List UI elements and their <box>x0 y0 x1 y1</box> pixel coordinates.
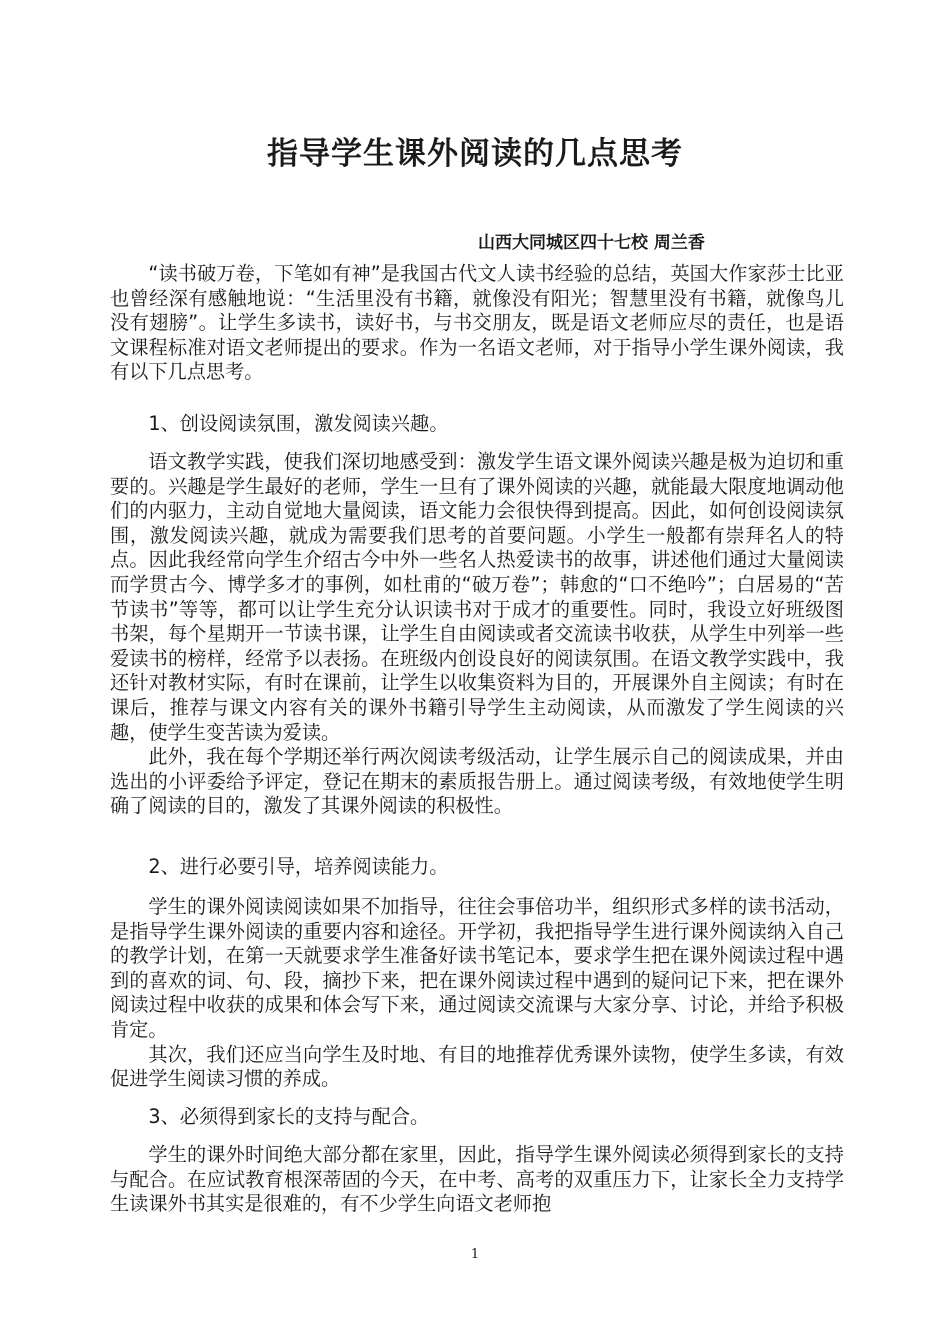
section-heading: 1、创设阅读氛围，激发阅读兴趣。 <box>148 412 449 435</box>
section-2-body <box>110 895 844 1092</box>
section-heading-2 <box>110 855 844 880</box>
section-heading-1 <box>110 412 844 437</box>
page-number: 1 <box>470 1247 480 1262</box>
paragraph: 语文教学实践，使我们深切地感受到：激发学生语文课外阅读兴趣是极为迫切和重要的。兴趣是学生最好的老师，学生一旦有了课外阅读的兴趣，就能最大限度地调动他们的内驱力，主动自觉地大量阅读，语文能力会很快得到提高。因此，如何创设阅读氛围，激发阅读兴趣，就成为需要我们思考的首要问题。小学生一般都有崇拜名人的特点。因此我经常向学生介绍古今中外一些名人热爱读书的故事，讲述他们通过大量阅读而学贯古今、博学多才的事例，如杜甫的“破万卷”；韩愈的“口不绝吟”；白居易的“苦节读书”等等，都可以让学生充分认识读书对于成才的重要性。同时，我设立好班级图书架，每个星期开一节读书课，让学生自由阅读或者交流读书收获，从学生中列举一些爱读书的榜样，经常予以表扬。在班级内创设良好的阅读氛围。在语文教学实践中，我还针对教材实际，有时在课前，让学生以收集资料为目的，开展课外自主阅读；有时在课后，推荐与课文内容有关的课外书籍引导学生主动阅读，从而激发了学生阅读的兴趣，使学生变苦读为爱读。 <box>110 450 844 744</box>
paragraph: “读书破万卷，下笔如有神”是我国古代文人读书经验的总结，英国大作家莎士比亚也曾经深有感触地说：“生活里没有书籍，就像没有阳光；智慧里没有书籍，就像鸟儿没有翅膀”。让学生多读书，读好书，与书交朋友，既是语文老师应尽的责任，也是语文课程标准对语文老师提出的要求。作为一名语文老师，对于指导小学生课外阅读，我有以下几点思考。 <box>110 262 844 384</box>
paragraph: 学生的课外时间绝大部分都在家里，因此，指导学生课外阅读必须得到家长的支持与配合。在应试教育根深蒂固的今天，在中考、高考的双重压力下，让家长全力支持学生读课外书其实是很难的，有不少学生向语文老师抱 <box>110 1143 844 1216</box>
paragraph: 此外，我在每个学期还举行两次阅读考级活动，让学生展示自己的阅读成果，并由选出的小评委给予评定，登记在期末的素质报告册上。通过阅读考级，有效地使学生明确了阅读的目的，激发了其课外阅读的积极性。 <box>110 745 844 818</box>
intro-paragraph <box>110 262 844 385</box>
section-heading: 2、进行必要引导，培养阅读能力。 <box>148 855 449 878</box>
paragraph: 学生的课外阅读阅读如果不加指导，往往会事倍功半，组织形式多样的读书活动，是指导学生课外阅读的重要内容和途径。开学初，我把指导学生进行课外阅读纳入自己的教学计划，在第一天就要求学生准备好读书笔记本，要求学生把在课外阅读过程中遇到的喜欢的词、句、段，摘抄下来，把在课外阅读过程中遇到的疑问记下来，把在课外阅读过程中收获的成果和体会写下来，通过阅读交流课与大家分享、讨论，并给予积极肯定。 <box>110 895 844 1041</box>
section-3-body <box>110 1143 844 1217</box>
document-title: 指导学生课外阅读的几点思考 <box>267 136 683 172</box>
section-heading-3 <box>110 1105 844 1130</box>
paragraph: 其次，我们还应当向学生及时地、有目的地推荐优秀课外读物，使学生多读，有效促进学生阅读习惯的养成。 <box>110 1042 844 1091</box>
author-line: 山西大同城区四十七校 周兰香 <box>478 233 705 253</box>
section-1-body <box>110 450 844 819</box>
section-heading: 3、必须得到家长的支持与配合。 <box>148 1105 430 1128</box>
